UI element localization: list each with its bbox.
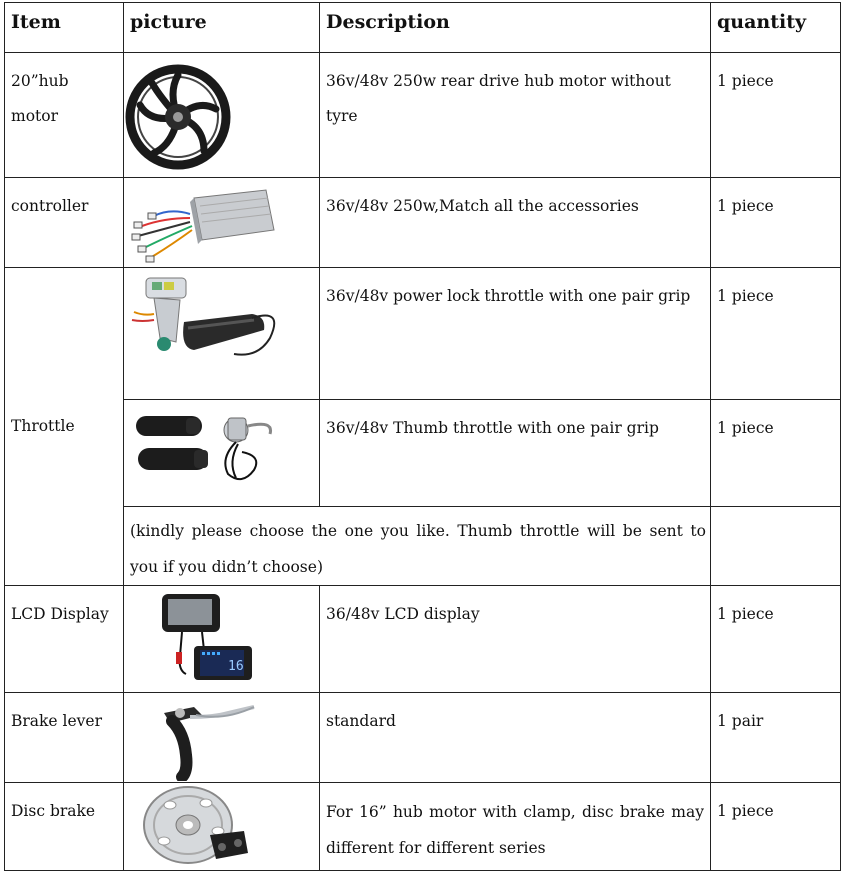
- description-cell: standard: [320, 693, 711, 783]
- brake-lever-icon: [124, 693, 284, 781]
- header-row: [5, 3, 841, 53]
- description-text: For 16” hub motor with clamp, disc brake may different for different series: [326, 803, 704, 857]
- item-cell: Throttle: [5, 268, 124, 586]
- description-cell: 36v/48v power lock throttle with one pair grip: [320, 268, 711, 400]
- table-row: [5, 178, 841, 268]
- header-description: Description: [320, 3, 711, 53]
- description-cell: 36v/48v 250w,Match all the accessories: [320, 178, 711, 268]
- controller-icon: [124, 178, 284, 266]
- picture-cell: [124, 586, 320, 693]
- picture-cell: [124, 400, 320, 507]
- description-cell: [320, 783, 711, 871]
- item-cell: Disc brake: [5, 783, 124, 871]
- lcd-screen-text: 16: [228, 659, 244, 674]
- note-cell: [124, 507, 711, 586]
- picture-cell: [124, 783, 320, 871]
- table-row: [5, 783, 841, 871]
- header-item: Item: [5, 3, 124, 53]
- table-row: [5, 53, 841, 178]
- power-lock-throttle-icon: [124, 268, 284, 372]
- item-cell: 20”hub motor: [5, 53, 124, 178]
- header-quantity: quantity: [711, 3, 841, 53]
- empty-cell: [711, 507, 841, 586]
- disc-brake-icon: [124, 783, 284, 869]
- description-cell: 36v/48v Thumb throttle with one pair grip: [320, 400, 711, 507]
- quantity-cell: 1 piece: [711, 53, 841, 178]
- parts-table: [4, 2, 841, 871]
- table-row: [5, 268, 841, 400]
- table-row: [5, 400, 841, 507]
- quantity-cell: 1 piece: [711, 783, 841, 871]
- description-cell: 36/48v LCD display: [320, 586, 711, 693]
- note-row: [5, 507, 841, 586]
- quantity-cell: 1 piece: [711, 586, 841, 693]
- quantity-cell: 1 piece: [711, 268, 841, 400]
- item-cell: LCD Display: [5, 586, 124, 693]
- hub-motor-icon: [124, 53, 244, 175]
- choice-note: (kindly please choose the one you like. Thumb throttle will be sent to you if you didn’t choose): [130, 522, 706, 576]
- picture-cell: [124, 53, 320, 178]
- picture-cell: [124, 178, 320, 268]
- header-picture: picture: [124, 3, 320, 53]
- table-row: [5, 693, 841, 783]
- description-cell: 36v/48v 250w rear drive hub motor without tyre: [320, 53, 711, 178]
- lcd-display-icon: [124, 586, 284, 690]
- item-cell: controller: [5, 178, 124, 268]
- item-cell: Brake lever: [5, 693, 124, 783]
- quantity-cell: 1 piece: [711, 178, 841, 268]
- quantity-cell: 1 pair: [711, 693, 841, 783]
- thumb-throttle-icon: [124, 400, 284, 490]
- table-row: [5, 586, 841, 693]
- quantity-cell: 1 piece: [711, 400, 841, 507]
- picture-cell: [124, 268, 320, 400]
- picture-cell: [124, 693, 320, 783]
